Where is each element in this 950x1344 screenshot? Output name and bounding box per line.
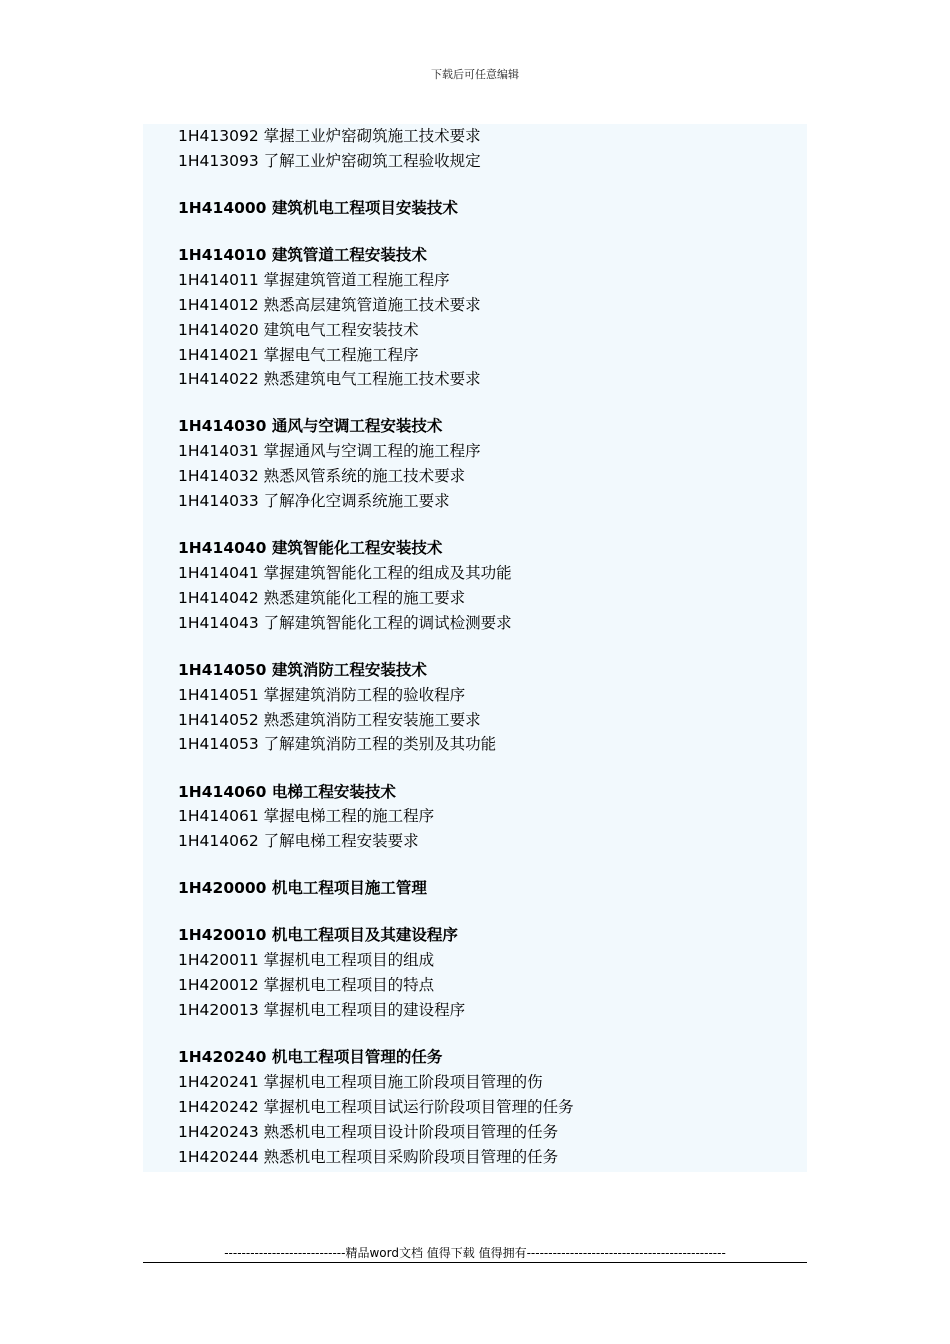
syllabus-item: 1H414061 掌握电梯工程的施工程序 bbox=[178, 807, 435, 826]
blank-line bbox=[178, 901, 798, 923]
blank-line bbox=[178, 636, 798, 658]
footer-rule bbox=[143, 1262, 807, 1263]
syllabus-item: 1H420011 掌握机电工程项目的组成 bbox=[178, 951, 435, 970]
syllabus-item: 1H414053 了解建筑消防工程的类别及其功能 bbox=[178, 735, 497, 754]
syllabus-item: 1H414052 熟悉建筑消防工程安装施工要求 bbox=[178, 710, 481, 729]
page-footer: ----------------------------精品word文档 值得下载 值得拥有---------------------------------------------- bbox=[224, 1246, 726, 1260]
section-heading: 1H420000 机电工程项目施工管理 bbox=[178, 879, 427, 898]
syllabus-item: 1H414022 熟悉建筑电气工程施工技术要求 bbox=[178, 370, 481, 389]
syllabus-item: 1H420244 熟悉机电工程项目采购阶段项目管理的任务 bbox=[178, 1147, 559, 1166]
syllabus-item: 1H414011 掌握建筑管道工程施工程序 bbox=[178, 270, 450, 289]
syllabus-item: 1H414031 掌握通风与空调工程的施工程序 bbox=[178, 442, 481, 461]
section-heading: 1H414030 通风与空调工程安装技术 bbox=[178, 417, 443, 436]
section-heading: 1H414010 建筑管道工程安装技术 bbox=[178, 246, 427, 265]
section-heading: 1H414040 建筑智能化工程安装技术 bbox=[178, 539, 443, 558]
section-heading: 1H414060 电梯工程安装技术 bbox=[178, 782, 396, 801]
syllabus-item: 1H414043 了解建筑智能化工程的调试检测要求 bbox=[178, 613, 512, 632]
syllabus-list bbox=[178, 124, 798, 1169]
section-heading: 1H414000 建筑机电工程项目安装技术 bbox=[178, 198, 458, 217]
syllabus-item: 1H414051 掌握建筑消防工程的验收程序 bbox=[178, 685, 466, 704]
syllabus-item: 1H414021 掌握电气工程施工程序 bbox=[178, 345, 419, 364]
syllabus-item: 1H414042 熟悉建筑能化工程的施工要求 bbox=[178, 588, 466, 607]
syllabus-item: 1H420013 掌握机电工程项目的建设程序 bbox=[178, 1001, 466, 1019]
syllabus-item: 1H420243 熟悉机电工程项目设计阶段项目管理的任务 bbox=[178, 1122, 559, 1141]
blank-line bbox=[178, 757, 798, 779]
syllabus-item: 1H420242 掌握机电工程项目试运行阶段项目管理的任务 bbox=[178, 1097, 574, 1116]
blank-line bbox=[178, 514, 798, 536]
syllabus-item: 1H413092 掌握工业炉窑砌筑施工技术要求 bbox=[178, 127, 481, 145]
section-heading: 1H420010 机电工程项目及其建设程序 bbox=[178, 926, 458, 945]
blank-line bbox=[178, 392, 798, 414]
blank-line bbox=[178, 221, 798, 243]
blank-line bbox=[178, 854, 798, 876]
syllabus-item: 1H414012 熟悉高层建筑管道施工技术要求 bbox=[178, 295, 481, 314]
syllabus-item: 1H420012 掌握机电工程项目的特点 bbox=[178, 976, 435, 995]
syllabus-item: 1H414020 建筑电气工程安装技术 bbox=[178, 320, 419, 339]
syllabus-item: 1H414032 熟悉风管系统的施工技术要求 bbox=[178, 467, 466, 486]
blank-line bbox=[178, 174, 798, 196]
syllabus-item: 1H414062 了解电梯工程安装要求 bbox=[178, 832, 419, 851]
blank-line bbox=[178, 1023, 798, 1045]
syllabus-item: 1H413093 了解工业炉窑砌筑工程验收规定 bbox=[178, 151, 481, 170]
syllabus-item: 1H414033 了解净化空调系统施工要求 bbox=[178, 492, 450, 511]
syllabus-item: 1H420241 掌握机电工程项目施工阶段项目管理的伤 bbox=[178, 1072, 543, 1091]
section-heading: 1H420240 机电工程项目管理的任务 bbox=[178, 1048, 443, 1067]
page-header: 下载后可任意编辑 bbox=[431, 68, 519, 81]
section-heading: 1H414050 建筑消防工程安装技术 bbox=[178, 660, 427, 679]
syllabus-item: 1H414041 掌握建筑智能化工程的组成及其功能 bbox=[178, 564, 512, 582]
